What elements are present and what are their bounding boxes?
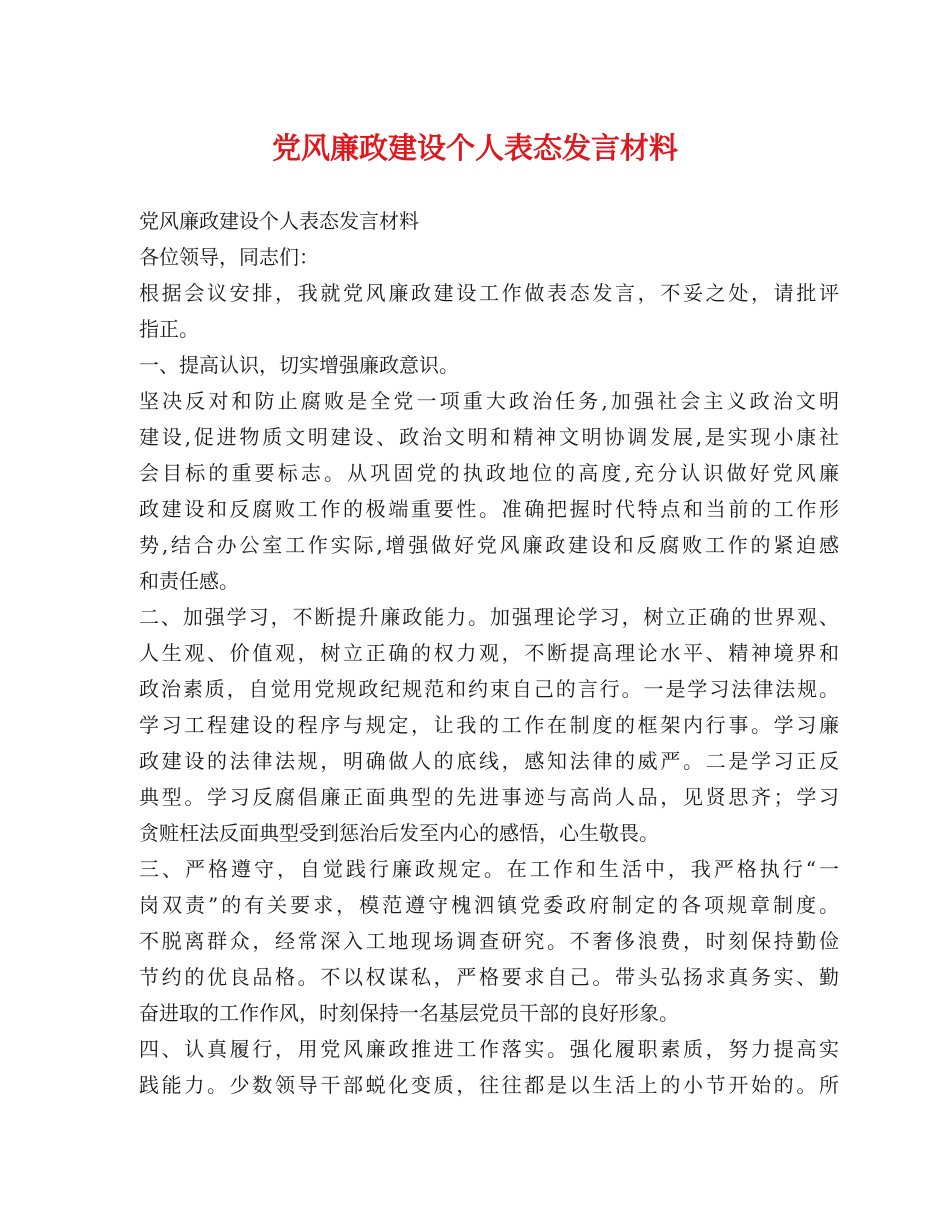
body-line: 各位领导，同志们：	[139, 245, 319, 269]
body-line: 三、严格遵守，自觉践行廉政规定。在工作和生活中，我严格执行“一	[139, 857, 839, 881]
body-line: 根据会议安排，我就党风廉政建设工作做表态发言，不妥之处，请批评	[139, 281, 839, 305]
body-line: 践能力。少数领导干部蜕化变质，往往都是以生活上的小节开始的。所	[139, 1073, 839, 1097]
body-line: 坚决反对和防止腐败是全党一项重大政治任务,加强社会主义政治文明	[139, 389, 839, 413]
body-line: 党风廉政建设个人表态发言材料	[139, 209, 419, 233]
document-title: 党风廉政建设个人表态发言材料	[271, 131, 678, 165]
body-line: 人生观、价值观，树立正确的权力观，不断提高理论水平、精神境界和	[139, 641, 839, 665]
body-line: 会目标的重要标志。从巩固党的执政地位的高度,充分认识做好党风廉	[139, 461, 839, 485]
body-line: 和责任感。	[139, 569, 239, 593]
body-line: 学习工程建设的程序与规定，让我的工作在制度的框架内行事。学习廉	[139, 713, 839, 737]
document-body	[139, 203, 839, 1103]
body-line: 建设,促进物质文明建设、政治文明和精神文明协调发展,是实现小康社	[139, 425, 839, 449]
body-line: 政建设的法律法规，明确做人的底线，感知法律的威严。二是学习正反	[139, 749, 839, 773]
body-line: 势,结合办公室工作实际,增强做好党风廉政建设和反腐败工作的紧迫感	[139, 533, 839, 557]
body-line: 岗双责”的有关要求，模范遵守槐泗镇党委政府制定的各项规章制度。	[139, 893, 839, 917]
body-line: 不脱离群众，经常深入工地现场调查研究。不奢侈浪费，时刻保持勤俭	[139, 929, 839, 953]
body-line: 一、提高认识，切实增强廉政意识。	[139, 353, 459, 377]
body-line: 奋进取的工作作风，时刻保持一名基层党员干部的良好形象。	[139, 1001, 679, 1025]
body-line: 典型。学习反腐倡廉正面典型的先进事迹与高尚人品，见贤思齐；学习	[139, 785, 839, 809]
body-line: 贪赃枉法反面典型受到惩治后发至内心的感悟，心生敬畏。	[139, 821, 659, 845]
body-line: 指正。	[139, 317, 199, 341]
body-line: 政建设和反腐败工作的极端重要性。准确把握时代特点和当前的工作形	[139, 497, 839, 521]
body-line: 四、认真履行，用党风廉政推进工作落实。强化履职素质，努力提高实	[139, 1037, 839, 1061]
body-line: 二、加强学习，不断提升廉政能力。加强理论学习，树立正确的世界观、	[139, 605, 839, 629]
body-line: 政治素质，自觉用党规政纪规范和约束自己的言行。一是学习法律法规。	[139, 677, 839, 701]
body-line: 节约的优良品格。不以权谋私，严格要求自己。带头弘扬求真务实、勤	[139, 965, 839, 989]
